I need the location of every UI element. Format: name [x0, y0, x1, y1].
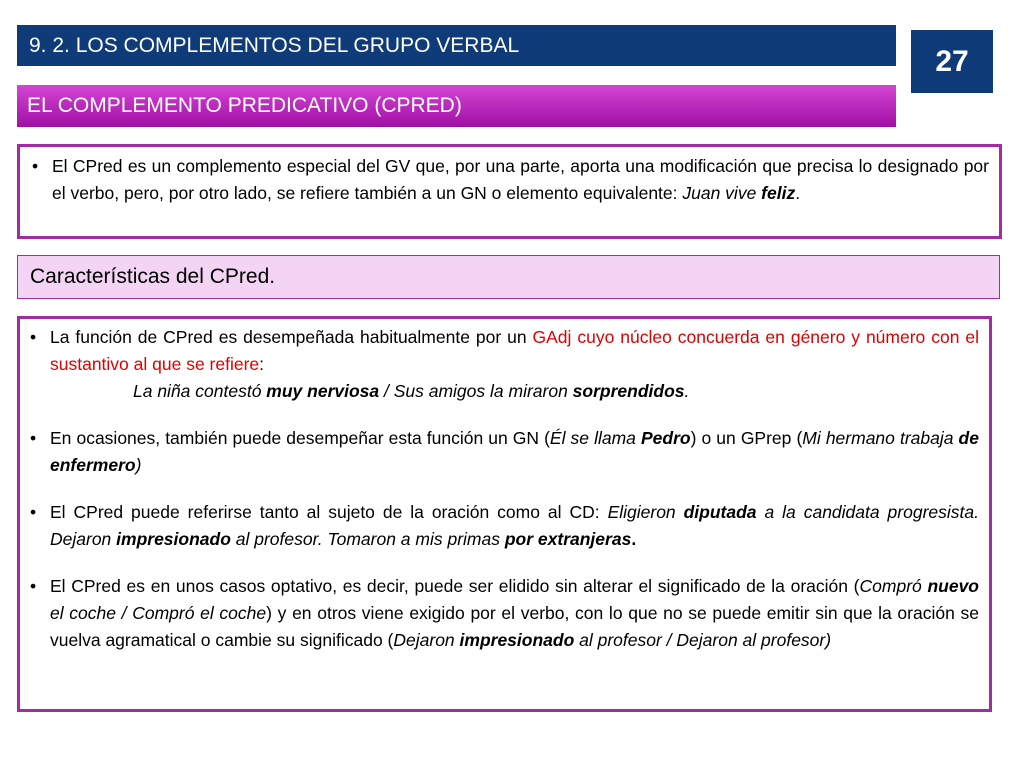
slide-title-bar — [17, 25, 896, 66]
definition-end: . — [795, 183, 801, 203]
list-item — [30, 425, 979, 479]
list-item — [30, 499, 979, 553]
example-text: el coche / Compró el coche — [50, 603, 267, 623]
page-number-box — [911, 30, 993, 93]
item-text: ) o un GPrep ( — [690, 428, 803, 448]
example-bold: impresionado — [116, 529, 231, 549]
example-bold: Pedro — [640, 428, 691, 448]
item-text: ) y en otros viene exigido por el verbo, con lo que no se puede emitir sin que la oración se vuelva agramatical o cambie su significado ( — [50, 603, 979, 650]
example-text: Él se llama — [549, 428, 641, 448]
example-text: La niña contestó — [133, 381, 267, 401]
example-bold: sorprendidos — [572, 381, 685, 401]
example-bold: diputada — [683, 502, 757, 522]
bullet-icon: • — [30, 428, 37, 448]
bullet-icon: • — [30, 502, 37, 522]
characteristics-box — [17, 316, 992, 712]
example-bold: por extranjeras — [504, 529, 632, 549]
item-text: ) — [135, 455, 142, 475]
characteristics-title: Características del CPred. — [30, 265, 276, 288]
example-text: Eligieron — [607, 502, 684, 522]
characteristics-title-bar — [17, 255, 1000, 299]
item-text: La función de CPred es desempeñada habitualmente por un — [50, 327, 533, 347]
definition-example-bold: feliz — [761, 183, 796, 203]
definition-box — [17, 144, 1002, 239]
item-text: ) — [825, 630, 832, 650]
example-bold: impresionado — [459, 630, 575, 650]
bullet-icon: • — [32, 156, 39, 176]
list-item — [30, 573, 979, 654]
item-text: El CPred es en unos casos optativo, es decir, puede ser elidido sin alterar el significado de la oración ( — [50, 576, 860, 596]
example-text: Dejaron — [393, 630, 460, 650]
item-text: En ocasiones, también puede desempeñar esta función un GN ( — [50, 428, 550, 448]
example-text: a la candidata progresista. Dejaron — [50, 502, 979, 549]
item-text: El CPred puede referirse tanto al sujeto de la oración como al CD: — [50, 502, 608, 522]
example-text: Compró — [859, 576, 928, 596]
example-text: . — [684, 381, 690, 401]
item-text: : — [259, 354, 265, 374]
section-title: EL COMPLEMENTO PREDICATIVO (CPRED) — [27, 94, 462, 117]
page-number: 27 — [935, 44, 969, 78]
example-text: al profesor / Dejaron al profesor — [574, 630, 826, 650]
definition-text: El CPred es un complemento especial del GV que, por una parte, aporta una modificación que precisa lo designado por el verbo, pero, por otro lado, se refiere también a un GN o elemento equivalente: — [52, 156, 989, 203]
example-line — [30, 378, 979, 405]
bullet-icon: • — [30, 576, 37, 596]
example-bold: de enfermero — [50, 428, 979, 475]
section-title-bar — [17, 85, 896, 127]
example-bold: nuevo — [927, 576, 979, 596]
example-text: / Sus amigos la miraron — [379, 381, 573, 401]
slide-title: 9. 2. LOS COMPLEMENTOS DEL GRUPO VERBAL — [29, 34, 520, 57]
highlight-text: GAdj cuyo núcleo concuerda en género y número con el sustantivo al que se refiere — [50, 327, 979, 374]
bullet-icon: • — [30, 327, 37, 347]
example-text: Mi hermano trabaja — [802, 428, 959, 448]
list-item — [30, 324, 979, 378]
example-text: al profesor. Tomaron a mis primas — [230, 529, 505, 549]
item-text: . — [631, 529, 637, 549]
definition-item — [32, 153, 989, 207]
definition-example: Juan vive — [682, 183, 762, 203]
example-bold: muy nerviosa — [266, 381, 380, 401]
